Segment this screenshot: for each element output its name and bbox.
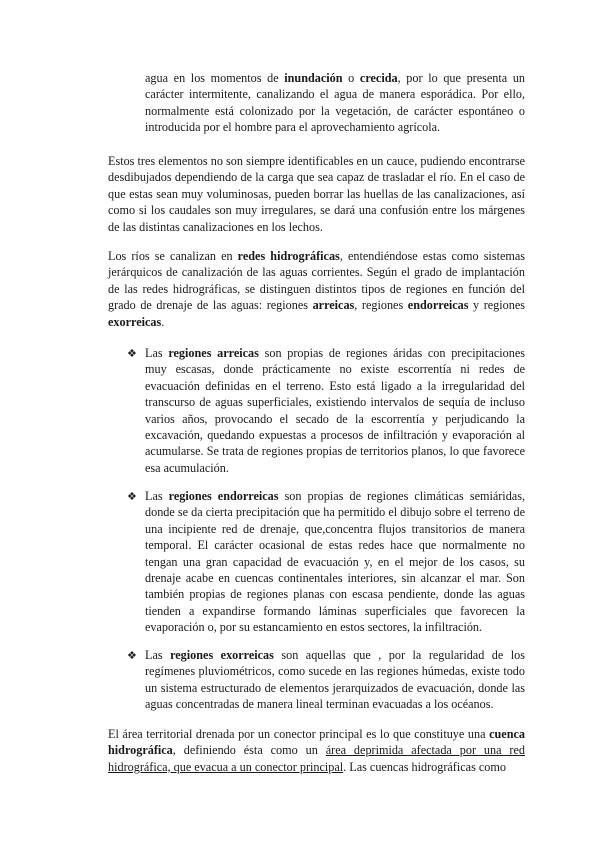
bold-term-cuenca: cuenca hidrográfica [108,727,525,758]
text-run: . Las cuencas hidrográficas como [343,759,506,774]
list-item-arreicas [145,345,525,476]
text-run: son propias de regiones áridas con precipitaciones muy escasas, donde prácticamente no existe escorrentía ni redes de evacuación definidas en el terreno. Esto está ligado a la irregularidad del transcurso de aguas superficiales, existiendo intervalos de sequía de incluso varios años, provocando el secado de la escorrentía y perjudicando la excavación, quedando expuestas a procesos de infiltración y evaporación al acumularse. Se trata de regiones propias de territorios planos, lo que favorece esa acumulación. [145,346,525,475]
text-run: o [342,71,360,85]
text-run: Los ríos se canalizan en [108,249,238,263]
text-run: agua en los momentos de [145,71,285,85]
list-item-exorreicas [145,647,525,713]
text-run: son propias de regiones climáticas semiáridas, donde se da cierta precipitación que ha permitido el dibujo sobre el terreno de una incipiente red de drenaje, que,concentra flujos transitorios de manera temporal. El carácter ocasional de estas redes hace que normalmente no tengan una gran capacidad de evacuación y, en el mejor de los casos, su drenaje acabe en cuencas continentales interiores, sin alcanzar el mar. Son también propias de regiones planas con escasa pendiente, donde las aguas tienden a expandirse formando láminas superficiales que favorecen la evaporación o, por su estancamiento en estos sectores, la infiltración. [145,489,525,635]
bold-term-inundacion: inundación [284,71,343,85]
text-run: Las [145,648,171,662]
diamond-bullet-icon: ❖ [127,491,137,503]
text-run: . [161,314,165,329]
text-run: son aquellas que , por la regularidad de los regímenes pluviométricos, como sucede en las regiones húmedas, existe todo un sistema estructurado de elementos jerarquizados de evacuación, donde las aguas concentradas de manera lineal terminan evacuadas a los océanos. [145,648,525,712]
text-run: Las [145,489,169,503]
text-run: El área territorial drenada por un conector principal es lo que constituye una [108,727,490,741]
bold-term: regiones endorreicas [168,489,279,503]
bold-term-redes: redes hidrográficas [237,249,340,263]
underlined-definition: área deprimida afectada por una red hidrográfica, que evacua a un conector principal [108,743,525,774]
paragraph-cuenca [108,726,525,775]
text-run: , por lo que presenta un carácter intermitente, canalizando el agua de manera esporádica. Por ello, normalmente está colonizado por la vegetación, de carácter espontáneo o introducida por el hombre para el aprovechamiento agrícola. [145,71,526,135]
bold-term-endorreicas: endorreicas [407,298,469,313]
text-run: , definiendo ésta como un [172,743,326,758]
text-run: Las [145,346,169,360]
list-item-endorreicas [145,488,525,636]
bold-term-exorreicas: exorreicas [108,314,162,329]
text-run: , entendiéndose estas como sistemas jerárquicos de canalización de las aguas corrientes. Según el grado de implantación de las redes hidrográficas, se distinguen distintos tipos de regiones en función del grado de drenaje de las aguas: regiones [108,249,525,313]
text-run: , regiones [354,298,408,313]
bold-term-arreicas: arreicas [312,298,355,313]
bold-term-crecida: crecida [359,71,398,85]
text-run: y regiones [468,298,526,313]
intro-indented-paragraph [145,70,525,136]
bold-term: regiones exorreicas [170,648,274,662]
paragraph-elements: Estos tres elementos no son siempre identificables en un cauce, pudiendo encontrarse desdibujados dependiendo de la carga que sea capaz de trasladar el río. En el caso de que estas sean muy voluminosas, pueden borrar las huellas de las canalizaciones, así como si los caudales son muy irregulares, se dará una confusión entre los márgenes de las distintas canalizaciones en los lechos. [108,154,525,234]
bold-term: regiones arreicas [168,346,259,360]
paragraph-redes [108,248,525,330]
diamond-bullet-icon: ❖ [127,348,137,360]
diamond-bullet-icon: ❖ [127,650,137,662]
